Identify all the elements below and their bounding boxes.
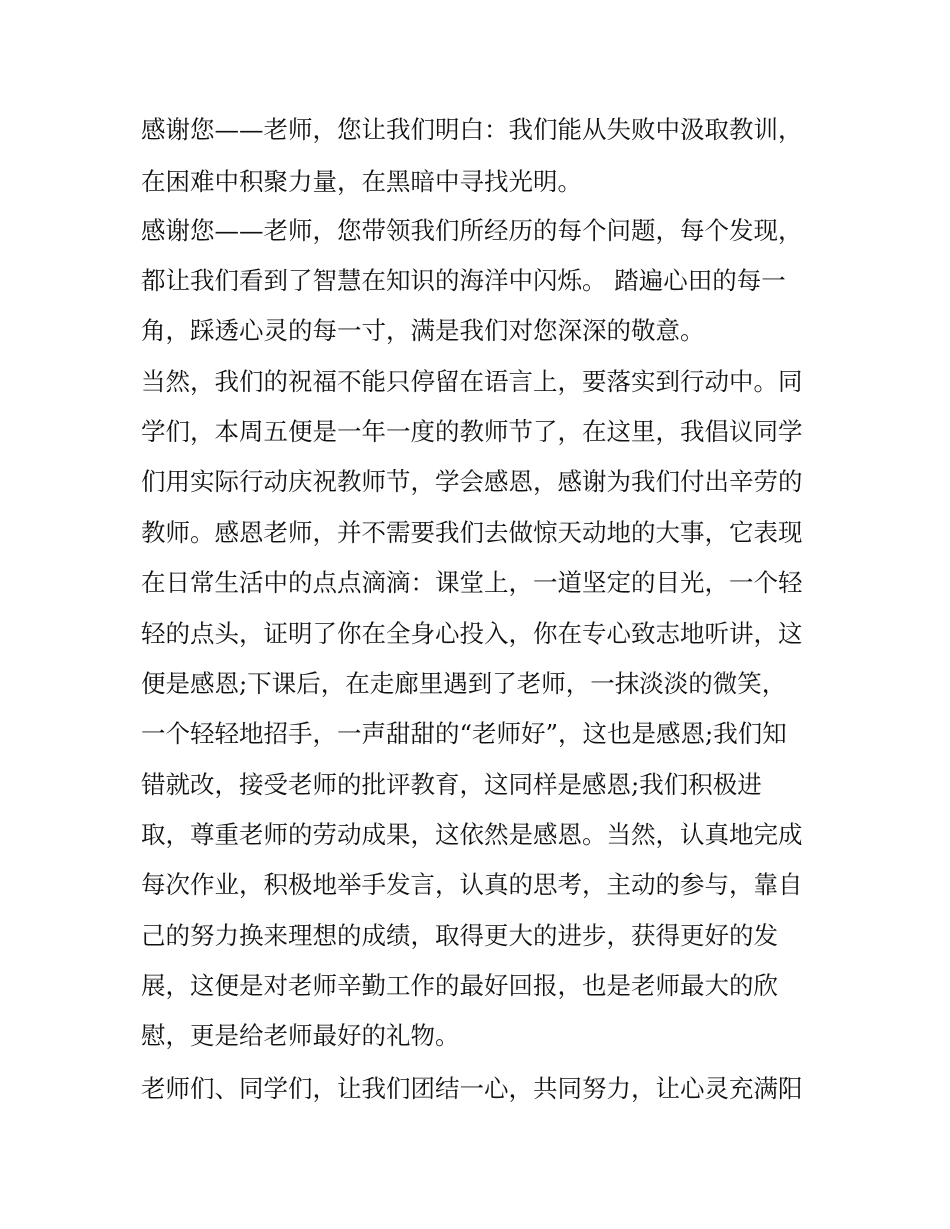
text-line: 老师们、同学们，让我们团结一心，共同努力，让心灵充满阳 bbox=[141, 1074, 803, 1103]
text-line: 一个轻轻地招手，一声甜甜的“老师好”，这也是感恩;我们知 bbox=[141, 719, 787, 748]
text-line: 感谢您——老师，您带领我们所经历的每个问题，每个发现， bbox=[141, 216, 803, 245]
text-line: 慰，更是给老师最好的礼物。 bbox=[141, 1021, 460, 1050]
text-line: 教师。感恩老师，并不需要我们去做惊天动地的大事，它表现 bbox=[141, 518, 803, 547]
text-line: 轻的点头，证明了你在全身心投入，你在专心致志地听讲，这 bbox=[141, 619, 803, 648]
text-line: 感谢您——老师，您让我们明白：我们能从失败中汲取教训， bbox=[141, 115, 803, 144]
text-line: 在困难中积聚力量，在黑暗中寻找光明。 bbox=[141, 167, 582, 196]
text-line: 错就改，接受老师的批评教育，这同样是感恩;我们积极进 bbox=[141, 770, 762, 799]
text-line: 角，踩透心灵的每一寸，满是我们对您深深的敬意。 bbox=[141, 316, 705, 345]
text-line: 每次作业，积极地举手发言，认真的思考，主动的参与，靠自 bbox=[141, 870, 803, 899]
text-line: 学们，本周五便是一年一度的教师节了，在这里，我倡议同学 bbox=[141, 417, 803, 446]
text-line: 在日常生活中的点点滴滴：课堂上，一道坚定的目光，一个轻 bbox=[141, 568, 803, 597]
text-line: 展，这便是对老师辛勤工作的最好回报，也是老师最大的欣 bbox=[141, 971, 778, 1000]
text-line: 当然，我们的祝福不能只停留在语言上，要落实到行动中。同 bbox=[141, 367, 803, 396]
text-line: 都让我们看到了智慧在知识的海洋中闪烁。 踏遍心田的每一 bbox=[141, 266, 786, 295]
text-line: 取，尊重老师的劳动成果，这依然是感恩。当然，认真地完成 bbox=[141, 820, 803, 849]
text-line: 便是感恩;下课后，在走廊里遇到了老师，一抹淡淡的微笑， bbox=[141, 669, 787, 698]
text-line: 们用实际行动庆祝教师节，学会感恩，感谢为我们付出辛劳的 bbox=[141, 467, 803, 496]
text-line: 己的努力换来理想的成绩，取得更大的进步，获得更好的发 bbox=[141, 921, 778, 950]
